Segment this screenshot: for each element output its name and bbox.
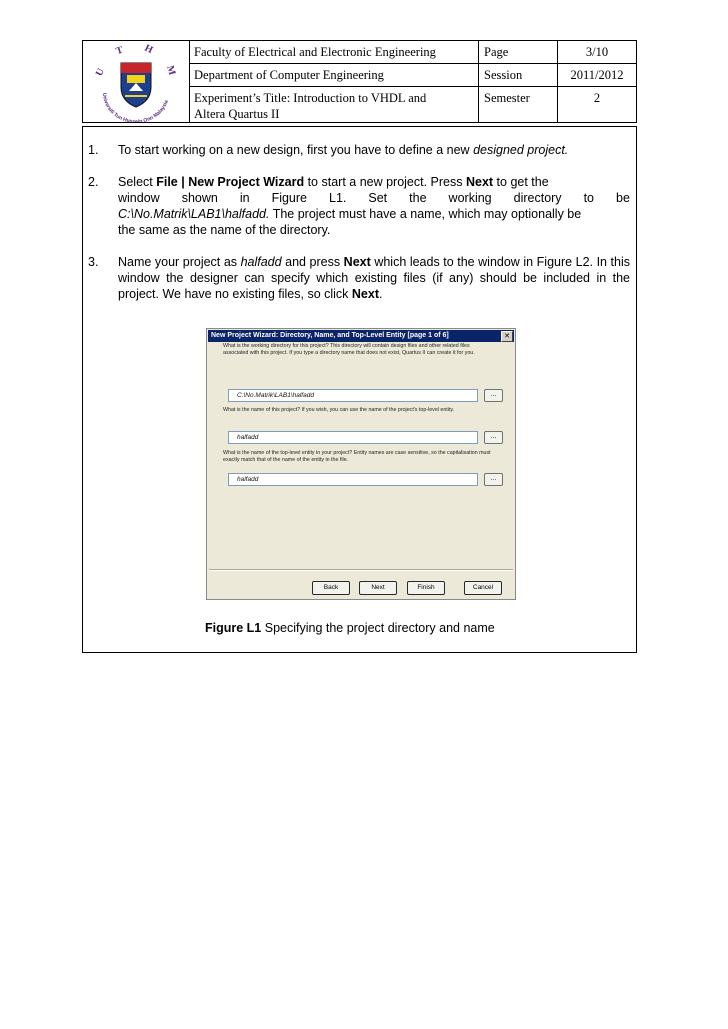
step-text: Name your project as halfadd and press Next which leads to the window in Figure L2. In this window the designer can specify which existing files (if any) should be included in the project. We have no existing files, so click Next. [118, 255, 630, 301]
browse-directory-button[interactable]: ... [484, 389, 503, 402]
logo-text: U T H M [93, 41, 180, 86]
logo-ring-text: Universiti Tun Hussein Onn Malaysia [100, 92, 170, 122]
uthm-logo [83, 41, 190, 122]
step-number: 2. [88, 175, 99, 189]
browse-entity-button[interactable]: ... [484, 473, 503, 486]
finish-button[interactable]: Finish [407, 581, 445, 595]
step-2-line-1: Select File | New Project Wizard to start a new project. Press Next to get the [118, 175, 549, 189]
experiment-title-line-1: Experiment’s Title: Introduction to VHDL and [194, 91, 427, 105]
top-level-entity-question: What is the name of the top-level entity in your project? Entity names are case sensitive, so the capitalisation must exactly match that of the name of the entity in the file. [223, 450, 491, 463]
next-term: Next [351, 287, 379, 301]
step-2-line-2: window shown in Figure L1. Set the working directory to be [118, 191, 630, 205]
step-2-line-4: the same as the name of the directory. [118, 223, 331, 237]
page-value: 3/10 [585, 45, 609, 59]
project-name-input[interactable]: halfadd [228, 431, 478, 444]
menu-file-term: File [156, 175, 178, 189]
step-text [118, 142, 630, 158]
project-name-term: halfadd [240, 255, 282, 269]
step-text [118, 174, 630, 238]
close-icon[interactable]: ✕ [501, 331, 513, 342]
step-2-line-3: C:\No.Matrik\LAB1\halfadd. The project must have a name, which may optionally be [118, 207, 582, 221]
figure-caption [205, 620, 495, 636]
page-label: Page [484, 45, 509, 59]
dialog-separator [209, 569, 513, 571]
figure-label: Figure L1 [205, 621, 262, 635]
semester-label: Semester [484, 91, 530, 105]
designed-project-term: designed project. [473, 143, 569, 157]
next-button[interactable]: Next [359, 581, 397, 595]
top-level-entity-input[interactable]: halfadd [228, 473, 478, 486]
step-number: 1. [88, 143, 99, 157]
working-directory-question: What is the working directory for this project? This directory will contain design files and other related files associated with this project. If you type a directory name that does not exist, Quartus II can create it for you. [223, 343, 475, 356]
directory-path: C:\No.Matrik\LAB1\halfadd. [118, 207, 270, 221]
back-button[interactable]: Back [312, 581, 350, 595]
experiment-title [189, 88, 478, 125]
dialog-title: New Project Wizard: Directory, Name, and Top-Level Entity [page 1 of 6] [208, 330, 514, 342]
session-label: Session [484, 68, 523, 82]
department-name: Department of Computer Engineering [194, 68, 384, 82]
document-header [82, 40, 637, 123]
cancel-button[interactable]: Cancel [464, 581, 502, 595]
faculty-name: Faculty of Electrical and Electronic Engineering [194, 45, 436, 59]
figure-caption-text: Specifying the project directory and name [261, 621, 495, 635]
new-project-wizard-term: New Project Wizard [188, 175, 305, 189]
experiment-title-line-2: Altera Quartus II [194, 107, 280, 121]
step-number: 3. [88, 255, 99, 269]
browse-project-button[interactable]: ... [484, 431, 503, 444]
next-term: Next [343, 255, 371, 269]
session-value: 2011/2012 [570, 68, 624, 82]
next-term: Next [465, 175, 494, 189]
semester-value: 2 [593, 91, 601, 105]
working-directory-input[interactable]: C:\No.Matrik\LAB1\halfadd [228, 389, 478, 402]
project-name-question: What is the name of this project? If you wish, you can use the name of the project's top-level entity. [223, 407, 455, 413]
step-1-text: To start working on a new design, first you have to define a new [118, 143, 474, 157]
new-project-wizard-dialog [206, 328, 516, 600]
